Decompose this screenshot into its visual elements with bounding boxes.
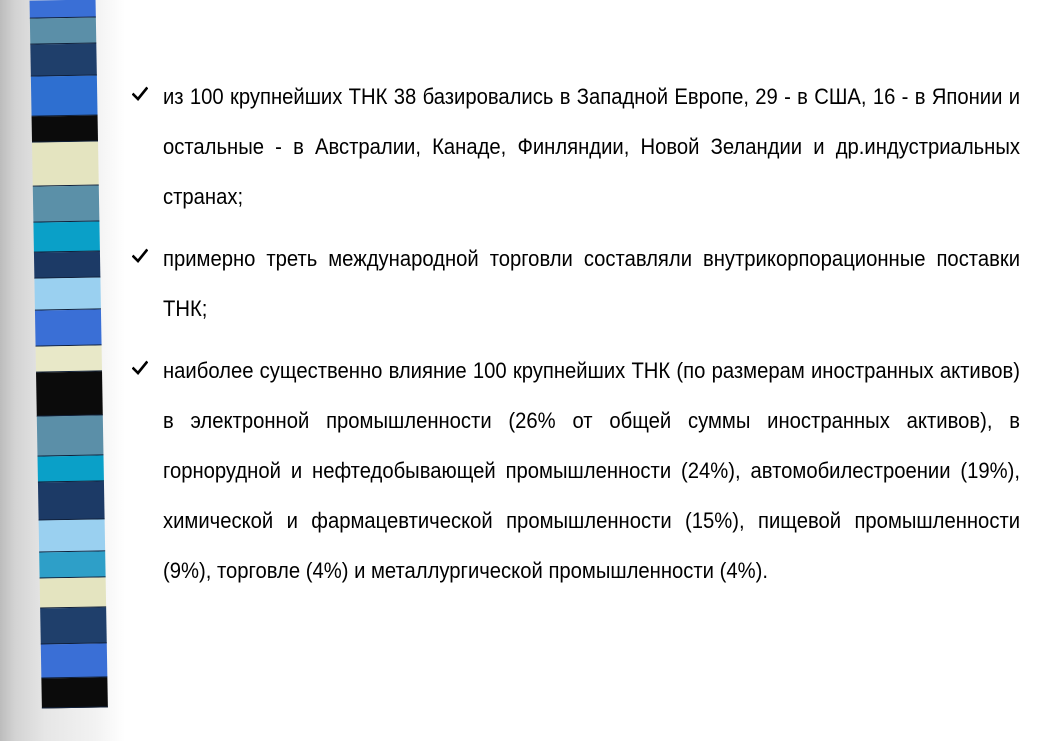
ribbon-stripe <box>39 551 105 578</box>
ribbon-stripe <box>35 309 102 346</box>
ribbon-stripe <box>34 251 100 278</box>
ribbon-stripe <box>40 577 107 608</box>
ribbon-stripe <box>30 17 96 44</box>
ribbon-stripe <box>40 607 107 644</box>
striped-ribbon <box>30 0 109 742</box>
decorative-side-strip <box>0 0 125 741</box>
bullet-item <box>128 72 1020 222</box>
ribbon-stripe <box>30 43 97 76</box>
ribbon-stripe <box>36 345 102 372</box>
ribbon-stripe <box>41 677 108 708</box>
checkmark-icon <box>132 360 148 376</box>
ribbon-stripe <box>32 115 98 142</box>
ribbon-stripe <box>33 185 100 222</box>
checkmark-icon <box>132 248 148 264</box>
ribbon-stripe <box>31 75 98 116</box>
bullet-list <box>128 72 1020 608</box>
bullet-item <box>128 346 1020 596</box>
ribbon-stripe <box>37 415 104 456</box>
ribbon-stripe <box>36 371 103 416</box>
ribbon-stripe <box>37 455 103 482</box>
bullet-item <box>128 234 1020 334</box>
bullet-text: примерно треть международной торговли составляли внутрикорпорационные поставки ТНК; <box>163 246 1021 321</box>
bullet-text: наиболее существенно влияние 100 крупнейших ТНК (по размерам иностранных активов) в электронной промышленности (26% от общей суммы иностранных активов), в горнорудной и нефтедобывающей промышленности (24%), автомобилестроении (19%), химической и фармацевтической промышленности (15%), пищевой промышленности (9%), торговле (4%) и металлургической промышленности (4%). <box>163 358 1021 583</box>
ribbon-stripe <box>41 643 108 678</box>
ribbon-stripe <box>33 221 100 252</box>
checkmark-icon <box>132 86 148 102</box>
ribbon-stripe <box>38 481 105 520</box>
ribbon-stripe <box>30 0 96 19</box>
ribbon-stripe <box>32 141 99 186</box>
ribbon-stripe <box>39 519 106 552</box>
ribbon-stripe <box>34 277 101 310</box>
bullet-text: из 100 крупнейших ТНК 38 базировались в Западной Европе, 29 - в США, 16 - в Японии и остальные - в Австралии, Канаде, Финляндии, Новой Зеландии и др.индустриальных странах; <box>163 84 1021 209</box>
